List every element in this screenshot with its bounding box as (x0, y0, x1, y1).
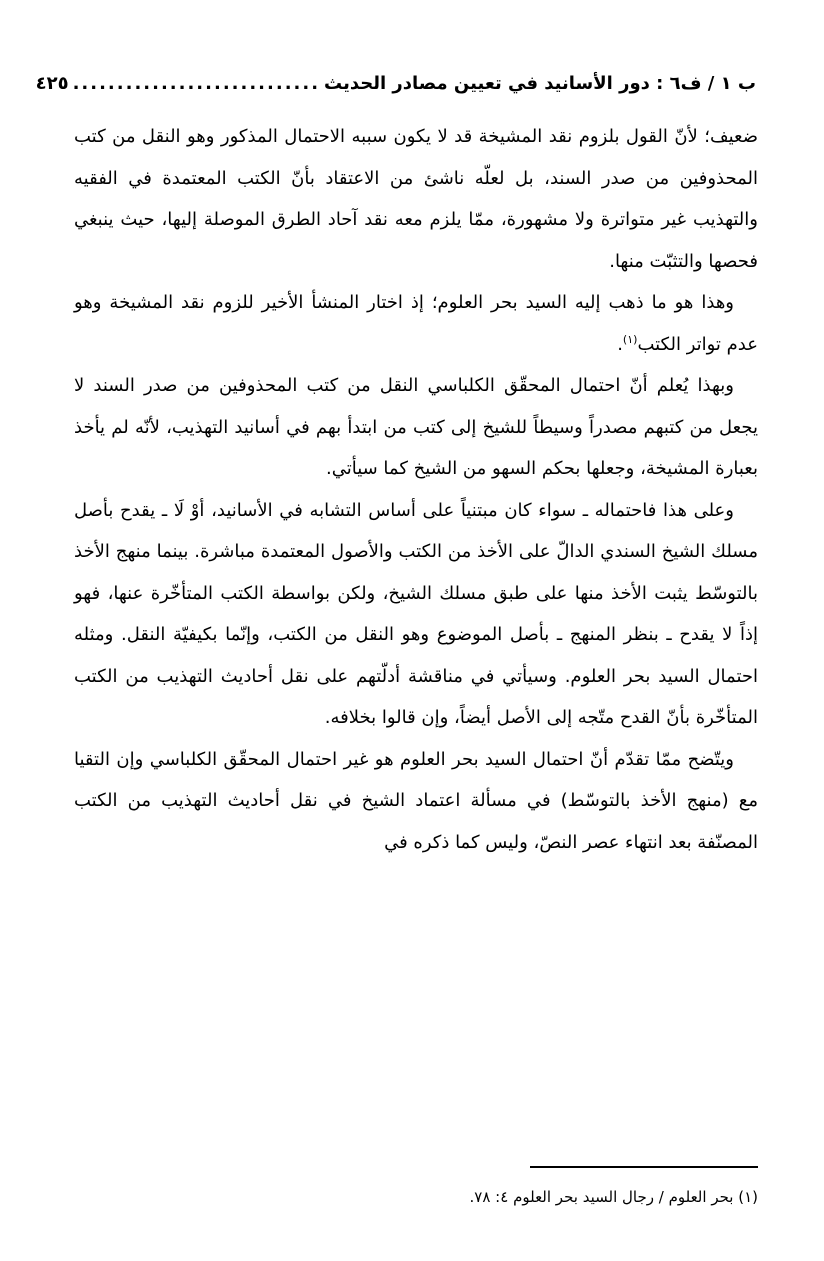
paragraph-1 (74, 116, 758, 282)
paragraph-text: ويتّضح ممّا تقدّم أنّ احتمال السيد بحر العلوم هو غير احتمال المحقّق الكلباسي وإن التقيا مع (منهج الأخذ بالتوسّط) في مسألة اعتماد الشيخ في نقل أحاديث التهذيب من الكتب المصنّفة بعد انتهاء عصر النصّ، وليس كما ذكره في (74, 748, 758, 853)
running-header (35, 66, 756, 100)
paragraph-3 (74, 365, 758, 490)
paragraph-text: وبهذا يُعلم أنّ احتمال المحقّق الكلباسي النقل من كتب المحذوفين من صدر السند لا يجعل من كتبهم مصدراً وسيطاً للشيخ إلى كتب من ابتدأ بهم في أسانيد التهذيب، لأنّه لم يأخذ بعبارة المشيخة، وجعلها بحكم السهو من الشيخ كما سيأتي. (74, 375, 758, 479)
paragraph-text: ضعيف؛ لأنّ القول بلزوم نقد المشيخة قد لا يكون سببه الاحتمال المذكور وهو النقل من كتب المحذوفين من صدر السند، بل لعلّه ناشئ من الاعتقاد بأنّ الكتب المعتمدة في الفقيه والتهذيب غير متواترة ولا مشهورة، ممّا يلزم معه نقد آحاد الطرق الموصلة إليها، حيث ينبغي فحصها والتثبّت منها. (74, 126, 758, 272)
header-leader-dots: ............................ (72, 72, 321, 94)
paragraph-2 (74, 282, 758, 365)
main-text (74, 116, 758, 863)
paragraph-text: وعلى هذا فاحتماله ـ سواء كان مبتنياً على أساس التشابه في الأسانيد، أوْ لَا ـ يقدح بأصل مسلك الشيخ السندي الدالّ على الأخذ من الكتب والأصول المعتمدة مباشرة. بينما منهج الأخذ بالتوسّط يثبت الأخذ منها على طبق مسلك الشيخ، ولكن بواسطة الكتب المتأخّرة عنها، فهو إذاً لا يقدح ـ بنظر المنهج ـ بأصل الموضوع وهو النقل من الكتب، وإنّما بكيفيّة النقل. ومثله احتمال السيد بحر العلوم. وسيأتي في مناقشة أدلّتهم على نقل أحاديث التهذيب من الكتب المتأخّرة بأنّ القدح متّجه إلى الأصل أيضاً، وإن قالوا بخلافه. (74, 499, 758, 728)
header-title: ب ١ / ف٦ : دور الأسانيد في تعيين مصادر الحديث (324, 72, 756, 94)
paragraph-text-end: . (617, 333, 623, 355)
footnote (74, 1184, 758, 1210)
footnote-reference[interactable]: (١) (622, 332, 638, 346)
footnote-divider (530, 1166, 758, 1168)
page-number: ٤٢٥ (35, 72, 69, 94)
paragraph-4 (74, 490, 758, 739)
paragraph-5 (74, 739, 758, 864)
footnote-text: (١) بحر العلوم / رجال السيد بحر العلوم ٤: ٧٨. (469, 1188, 758, 1206)
paragraph-text: وهذا هو ما ذهب إليه السيد بحر العلوم؛ إذ اختار المنشأ الأخير للزوم نقد المشيخة وهو عدم تواتر الكتب (74, 292, 758, 355)
